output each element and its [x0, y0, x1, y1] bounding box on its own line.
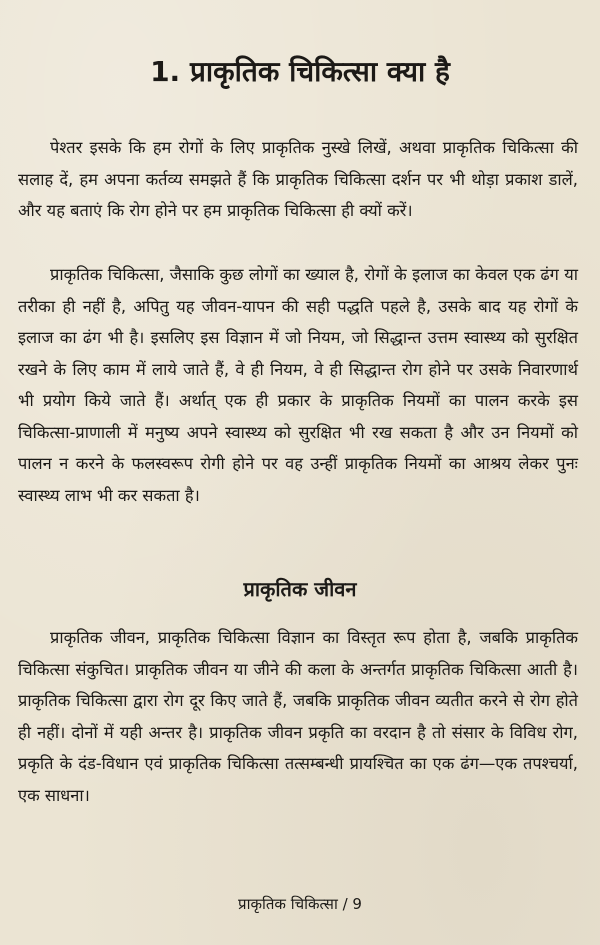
intro-paragraph: पेश्तर इसके कि हम रोगों के लिए प्राकृतिक नुस्खे लिखें, अथवा प्राकृतिक चिकित्सा की सलाह दें, हम अपना कर्तव्य समझते हैं कि प्राकृतिक चिकित्सा दर्शन पर भी थोड़ा प्रकाश डालें, और यह बताएं कि रोग होने पर हम प्राकृतिक चिकित्सा ही क्यों करें।	[18, 138, 578, 220]
section-heading: प्राकृतिक जीवन	[243, 577, 357, 601]
page-footer: प्राकृतिक चिकित्सा / 9	[238, 895, 362, 913]
section-paragraph: प्राकृतिक जीवन, प्राकृतिक चिकित्सा विज्ञान का विस्तृत रूप होता है, जबकि प्राकृतिक चिकित्सा संकुचित। प्राकृतिक जीवन या जीने की कला के अन्तर्गत प्राकृतिक चिकित्सा आती है। प्राकृतिक चिकित्सा द्वारा रोग दूर किए जाते हैं, जबकि प्राकृतिक जीवन व्यतीत करने से रोग होते ही नहीं। दोनों में यही अन्तर है। प्राकृतिक जीवन प्रकृति का वरदान है तो संसार के विविध रोग, प्रकृति के दंड-विधान एवं प्राकृतिक चिकित्सा तत्सम्बन्धी प्रायश्चित का एक ढंग—एक तपश्चर्या, एक साधना।	[18, 628, 578, 805]
chapter-title: 1. प्राकृतिक चिकित्सा क्या है	[150, 55, 450, 88]
body-paragraph: प्राकृतिक चिकित्सा, जैसाकि कुछ लोगों का ख्याल है, रोगों के इलाज का केवल एक ढंग या तरीका ही नहीं है, अपितु यह जीवन-यापन की सही पद्धति पहले है, उसके बाद यह रोगों के इलाज का ढंग भी है। इसलिए इस विज्ञान में जो नियम, जो सिद्धान्त उत्तम स्वास्थ्य को सुरक्षित रखने के लिए काम में लाये जाते हैं, वे ही नियम, वे ही सिद्धान्त रोग होने पर उसके निवारणार्थ भी प्रयोग किये जाते हैं। अर्थात् एक ही प्रकार के प्राकृतिक नियमों का पालन करके इस चिकित्सा-प्राणाली में मनुष्य अपने स्वास्थ्य को सुरक्षित भी रख सकता है और उन नियमों को पालन न करने के फलस्वरूप रोगी होने पर वह उन्हीं प्राकृतिक नियमों का आश्रय लेकर पुनः स्वास्थ्य लाभ भी कर सकता है।	[18, 265, 578, 505]
